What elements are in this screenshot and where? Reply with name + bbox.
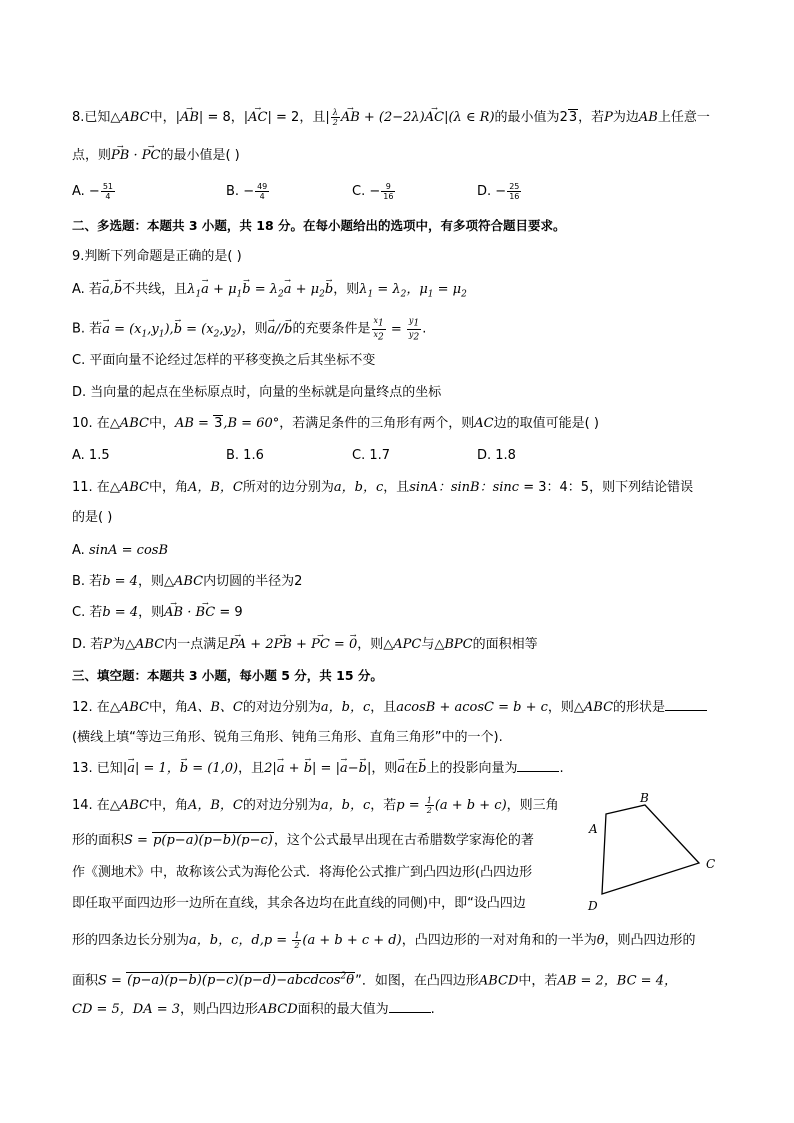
q9-stem: 9.判断下列命题是正确的是( ) [72, 249, 242, 264]
q10-option-c[interactable]: C. 1.7 [352, 448, 391, 463]
quadrilateral-abcd [602, 805, 699, 894]
q12-answer-blank[interactable] [665, 698, 707, 711]
q11-option-d[interactable]: D. 若P为△ABC内一点满足→ PA + 2→ PB + → PC = → 0，则△APC与△BPC的面积相等 [72, 635, 538, 655]
q9-option-c[interactable]: C. 平面向量不论经过怎样的平移变换之后其坐标不变 [72, 353, 376, 368]
q9-option-a[interactable]: A. 若→ a,→ b不共线，且$\lambda_1\to a + \mu_1\to b = \lambda_2\to a + \mu_2\to b$，则$\lambda_1 = \lambda_2$，$\mu_1 = \mu_2$ [72, 280, 467, 305]
vertex-label-b: B [640, 791, 649, 805]
q14-line7: CD = 5，DA = 3，则凸四边形ABCD面积的最大值为 . [72, 1002, 435, 1017]
q10-stem: 10. 在△ABC中，AB = 3,B = 60°，若满足条件的三角形有两个，则AC边的取值可能是( ) [72, 416, 599, 431]
q12-stem-line2: (横线上填“等边三角形、锐角三角形、钝角三角形、直角三角形”中的一个). [72, 730, 503, 745]
q11-stem: 11. 在△ABC中，角A，B，C所对的边分别为a，b，c，且sinA：sinB：sinc = 3：4：5，则下列结论错误 [72, 480, 694, 495]
q14-line1: 14. 在△ABC中，角A，B，C的对边分别为a，b，c，若p = $\frac{1}{2}$ (a + b + c)，则三角 [72, 796, 559, 815]
q13-answer-blank[interactable] [517, 759, 559, 772]
q9-option-d[interactable]: D. 当向量的起点在坐标原点时，向量的坐标就是向量终点的坐标 [72, 385, 442, 400]
q10-option-a[interactable]: A. 1.5 [72, 448, 110, 463]
vertex-label-d: D [588, 899, 598, 913]
q13-stem: 13. 已知|→ a| = 1，→ b = (1,0)，且2|→ a + → b| = |→ a−→ b|，则→ a在→ b上的投影向量为 . [72, 759, 564, 779]
q14-line6: 面积S = (p−a)(p−b)(p−c)(p−d)−abcdcos$^2$θ”．如图，在凸四边形ABCD中，若AB = 2，BC = 4， [72, 972, 677, 989]
q10-option-b[interactable]: B. 1.6 [226, 448, 264, 463]
q14-line2: 形的面积S = p(p−a)(p−b)(p−c)，这个公式最早出现在古希腊数学家海伦的著 [72, 833, 534, 848]
section-heading-fill-blank: 三、填空题：本题共 3 小题，每小题 5 分，共 15 分。 [72, 668, 383, 683]
q14-line4: 即任取平面四边形一边所在直线，其余各边均在此直线的同侧)中，即“设凸四边 [72, 896, 526, 911]
quadrilateral-figure [582, 790, 722, 920]
q8-line2: 点，则→ PB · → PC的最小值是( ) [72, 146, 240, 166]
vertex-label-a: A [589, 822, 598, 836]
q8-option-d[interactable]: D. − $\frac{25}{16}$ [477, 182, 520, 201]
vertex-label-c: C [706, 857, 716, 871]
q11-option-b[interactable]: B. 若b = 4，则△ABC内切圆的半径为2 [72, 574, 303, 589]
q11-option-c[interactable]: C. 若b = 4，则→ AB · → BC = 9 [72, 603, 243, 623]
q12-stem: 12. 在△ABC中，角A、B、C的对边分别为a，b，c，且acosB + acosC = b + c，则△ABC的形状是 [72, 698, 707, 718]
q14-answer-blank[interactable] [389, 1000, 431, 1013]
q8-line1: 8.已知△ABC中，|→ AB| = 8，|→ AC| = 2，且| $\frac{\lambda}{2}$ → AB + (2−2λ)→ AC|(λ ∈ R)的最小值为23，若P为边AB上任意一 [72, 108, 710, 128]
q9-option-b[interactable]: B. 若→ $a = (x_1,y_1),\to b = (x_2,y_2)$，则→ a//→ b的充要条件是 $\frac{x_1}{x_2}$ = $\frac{y_1}{y_2}$ . [72, 316, 426, 344]
q11-option-a[interactable]: A. sinA = cosB [72, 543, 169, 558]
section-heading-multi-choice: 二、多选题：本题共 3 小题，共 18 分。在每小题给出的选项中，有多项符合题目要求。 [72, 218, 566, 233]
q8-option-c[interactable]: C. − $\frac{9}{16}$ [352, 182, 394, 201]
q8-option-b[interactable]: B. − $\frac{49}{4}$ [226, 182, 268, 201]
q14-line3: 作《测地术》中，故称该公式为海伦公式．将海伦公式推广到凸四边形(凸四边形 [72, 865, 533, 880]
q10-option-d[interactable]: D. 1.8 [477, 448, 516, 463]
q14-line5: 形的四条边长分别为a，b，c，d,p = $\frac{1}{2}$ (a + b + c + d)，凸四边形的一对对角和的一半为θ，则凸四边形的 [72, 931, 696, 950]
q11-stem-line2: 的是( ) [72, 510, 113, 525]
q8-option-a[interactable]: A. − $\frac{51}{4}$ [72, 182, 114, 201]
